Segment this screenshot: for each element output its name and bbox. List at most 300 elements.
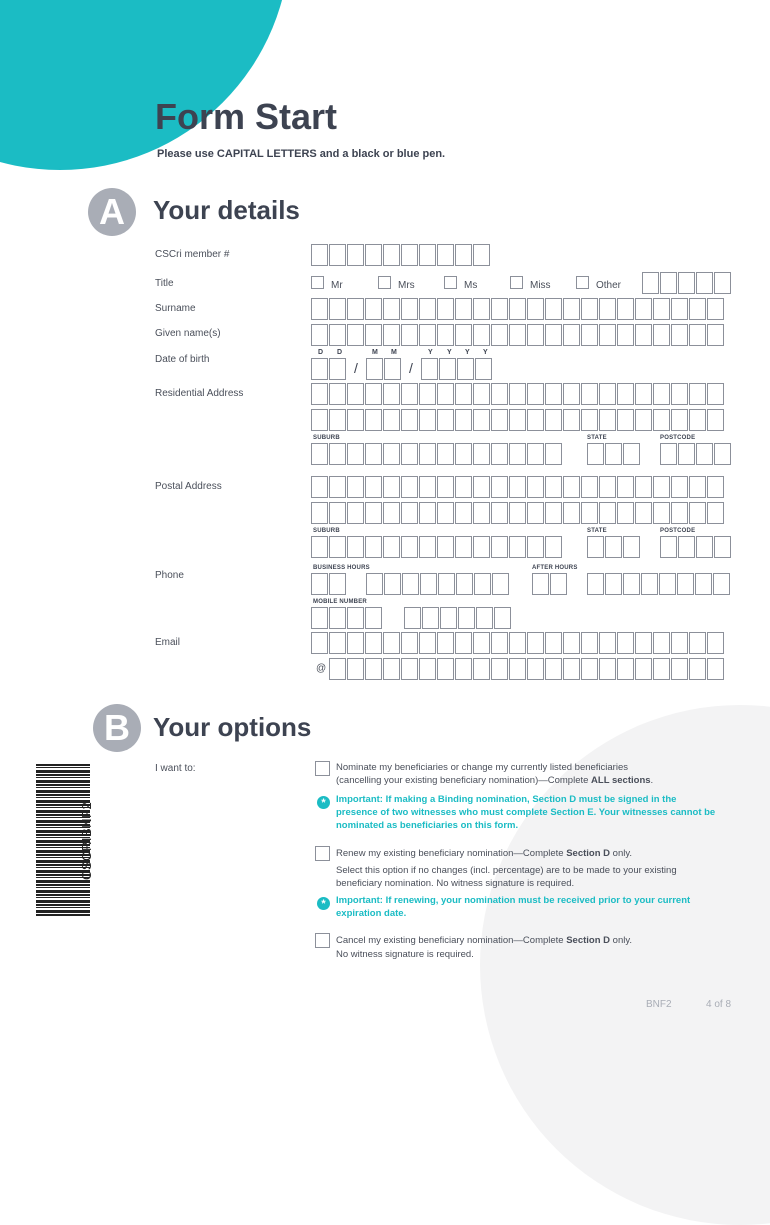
char-box[interactable] — [456, 573, 473, 595]
char-box[interactable] — [587, 536, 604, 558]
char-box[interactable] — [563, 502, 580, 524]
char-box[interactable] — [678, 536, 695, 558]
char-box[interactable] — [475, 358, 492, 380]
char-box[interactable] — [491, 324, 508, 346]
title-other-checkbox[interactable] — [576, 276, 589, 289]
char-box[interactable] — [491, 443, 508, 465]
char-box[interactable] — [635, 658, 652, 680]
char-box[interactable] — [678, 443, 695, 465]
char-box[interactable] — [347, 502, 364, 524]
char-box[interactable] — [365, 383, 382, 405]
char-box[interactable] — [347, 324, 364, 346]
char-box[interactable] — [311, 502, 328, 524]
char-box[interactable] — [563, 409, 580, 431]
dob-day-field[interactable] — [311, 358, 347, 380]
char-box[interactable] — [455, 632, 472, 654]
char-box[interactable] — [509, 476, 526, 498]
char-box[interactable] — [509, 658, 526, 680]
char-box[interactable] — [383, 476, 400, 498]
char-box[interactable] — [714, 272, 731, 294]
char-box[interactable] — [473, 502, 490, 524]
char-box[interactable] — [491, 476, 508, 498]
given-names-field[interactable] — [311, 324, 725, 346]
char-box[interactable] — [455, 536, 472, 558]
char-box[interactable] — [365, 607, 382, 629]
char-box[interactable] — [437, 632, 454, 654]
char-box[interactable] — [458, 607, 475, 629]
phone-business-number-field[interactable] — [366, 573, 510, 595]
residential-line2-field[interactable] — [311, 409, 725, 431]
char-box[interactable] — [365, 658, 382, 680]
char-box[interactable] — [653, 476, 670, 498]
char-box[interactable] — [491, 383, 508, 405]
email-line2-field[interactable] — [329, 658, 725, 680]
char-box[interactable] — [623, 443, 640, 465]
char-box[interactable] — [365, 409, 382, 431]
char-box[interactable] — [401, 443, 418, 465]
char-box[interactable] — [311, 244, 328, 266]
char-box[interactable] — [419, 536, 436, 558]
char-box[interactable] — [473, 632, 490, 654]
phone-after-area-field[interactable] — [532, 573, 568, 595]
char-box[interactable] — [509, 298, 526, 320]
title-miss-checkbox[interactable] — [510, 276, 523, 289]
char-box[interactable] — [527, 476, 544, 498]
char-box[interactable] — [401, 324, 418, 346]
char-box[interactable] — [587, 443, 604, 465]
char-box[interactable] — [347, 476, 364, 498]
char-box[interactable] — [563, 298, 580, 320]
char-box[interactable] — [707, 324, 724, 346]
surname-field[interactable] — [311, 298, 725, 320]
char-box[interactable] — [671, 409, 688, 431]
char-box[interactable] — [422, 607, 439, 629]
char-box[interactable] — [437, 298, 454, 320]
char-box[interactable] — [455, 298, 472, 320]
char-box[interactable] — [677, 573, 694, 595]
char-box[interactable] — [653, 298, 670, 320]
char-box[interactable] — [455, 502, 472, 524]
char-box[interactable] — [527, 502, 544, 524]
char-box[interactable] — [581, 383, 598, 405]
char-box[interactable] — [527, 443, 544, 465]
char-box[interactable] — [581, 409, 598, 431]
char-box[interactable] — [617, 324, 634, 346]
char-box[interactable] — [329, 632, 346, 654]
char-box[interactable] — [473, 409, 490, 431]
postal-suburb-field[interactable] — [311, 536, 563, 558]
char-box[interactable] — [599, 502, 616, 524]
char-box[interactable] — [545, 383, 562, 405]
char-box[interactable] — [311, 536, 328, 558]
char-box[interactable] — [383, 632, 400, 654]
residential-postcode-field[interactable] — [660, 443, 732, 465]
char-box[interactable] — [440, 607, 457, 629]
char-box[interactable] — [689, 658, 706, 680]
char-box[interactable] — [347, 409, 364, 431]
char-box[interactable] — [635, 409, 652, 431]
char-box[interactable] — [401, 409, 418, 431]
char-box[interactable] — [384, 358, 401, 380]
char-box[interactable] — [437, 658, 454, 680]
char-box[interactable] — [383, 383, 400, 405]
char-box[interactable] — [437, 409, 454, 431]
char-box[interactable] — [383, 658, 400, 680]
char-box[interactable] — [617, 502, 634, 524]
char-box[interactable] — [509, 536, 526, 558]
char-box[interactable] — [473, 443, 490, 465]
char-box[interactable] — [419, 632, 436, 654]
char-box[interactable] — [599, 658, 616, 680]
char-box[interactable] — [509, 443, 526, 465]
char-box[interactable] — [491, 658, 508, 680]
char-box[interactable] — [617, 632, 634, 654]
char-box[interactable] — [617, 298, 634, 320]
char-box[interactable] — [545, 476, 562, 498]
char-box[interactable] — [329, 298, 346, 320]
char-box[interactable] — [419, 476, 436, 498]
char-box[interactable] — [455, 443, 472, 465]
char-box[interactable] — [347, 658, 364, 680]
char-box[interactable] — [437, 244, 454, 266]
char-box[interactable] — [713, 573, 730, 595]
char-box[interactable] — [545, 409, 562, 431]
char-box[interactable] — [653, 632, 670, 654]
char-box[interactable] — [437, 324, 454, 346]
char-box[interactable] — [671, 658, 688, 680]
char-box[interactable] — [671, 632, 688, 654]
char-box[interactable] — [329, 383, 346, 405]
char-box[interactable] — [696, 536, 713, 558]
char-box[interactable] — [545, 298, 562, 320]
char-box[interactable] — [563, 476, 580, 498]
char-box[interactable] — [587, 573, 604, 595]
char-box[interactable] — [527, 298, 544, 320]
char-box[interactable] — [419, 383, 436, 405]
char-box[interactable] — [623, 573, 640, 595]
char-box[interactable] — [329, 502, 346, 524]
postal-state-field[interactable] — [587, 536, 641, 558]
char-box[interactable] — [527, 632, 544, 654]
char-box[interactable] — [653, 409, 670, 431]
char-box[interactable] — [545, 658, 562, 680]
char-box[interactable] — [671, 476, 688, 498]
char-box[interactable] — [545, 536, 562, 558]
char-box[interactable] — [491, 409, 508, 431]
char-box[interactable] — [653, 658, 670, 680]
char-box[interactable] — [509, 409, 526, 431]
char-box[interactable] — [311, 476, 328, 498]
postal-line2-field[interactable] — [311, 502, 725, 524]
char-box[interactable] — [457, 358, 474, 380]
char-box[interactable] — [635, 324, 652, 346]
char-box[interactable] — [311, 573, 328, 595]
postal-postcode-field[interactable] — [660, 536, 732, 558]
char-box[interactable] — [311, 607, 328, 629]
char-box[interactable] — [419, 502, 436, 524]
char-box[interactable] — [474, 573, 491, 595]
char-box[interactable] — [347, 632, 364, 654]
char-box[interactable] — [527, 536, 544, 558]
char-box[interactable] — [329, 443, 346, 465]
char-box[interactable] — [689, 409, 706, 431]
char-box[interactable] — [383, 298, 400, 320]
char-box[interactable] — [563, 632, 580, 654]
char-box[interactable] — [476, 607, 493, 629]
char-box[interactable] — [365, 324, 382, 346]
char-box[interactable] — [642, 272, 659, 294]
char-box[interactable] — [401, 632, 418, 654]
char-box[interactable] — [527, 658, 544, 680]
char-box[interactable] — [365, 298, 382, 320]
option-nominate-checkbox[interactable] — [315, 761, 330, 776]
char-box[interactable] — [707, 658, 724, 680]
char-box[interactable] — [563, 324, 580, 346]
char-box[interactable] — [563, 383, 580, 405]
char-box[interactable] — [455, 658, 472, 680]
char-box[interactable] — [599, 632, 616, 654]
char-box[interactable] — [437, 443, 454, 465]
char-box[interactable] — [660, 443, 677, 465]
char-box[interactable] — [605, 443, 622, 465]
char-box[interactable] — [311, 358, 328, 380]
char-box[interactable] — [401, 502, 418, 524]
char-box[interactable] — [689, 324, 706, 346]
char-box[interactable] — [509, 502, 526, 524]
char-box[interactable] — [581, 298, 598, 320]
char-box[interactable] — [329, 658, 346, 680]
char-box[interactable] — [509, 632, 526, 654]
char-box[interactable] — [678, 272, 695, 294]
char-box[interactable] — [473, 536, 490, 558]
char-box[interactable] — [383, 443, 400, 465]
char-box[interactable] — [581, 658, 598, 680]
char-box[interactable] — [401, 536, 418, 558]
char-box[interactable] — [707, 632, 724, 654]
char-box[interactable] — [329, 607, 346, 629]
char-box[interactable] — [599, 298, 616, 320]
char-box[interactable] — [635, 476, 652, 498]
char-box[interactable] — [707, 383, 724, 405]
dob-month-field[interactable] — [366, 358, 402, 380]
char-box[interactable] — [494, 607, 511, 629]
char-box[interactable] — [329, 324, 346, 346]
char-box[interactable] — [599, 383, 616, 405]
char-box[interactable] — [438, 573, 455, 595]
title-ms-checkbox[interactable] — [444, 276, 457, 289]
char-box[interactable] — [383, 244, 400, 266]
char-box[interactable] — [545, 502, 562, 524]
char-box[interactable] — [437, 502, 454, 524]
char-box[interactable] — [401, 244, 418, 266]
char-box[interactable] — [707, 502, 724, 524]
char-box[interactable] — [419, 409, 436, 431]
char-box[interactable] — [653, 502, 670, 524]
char-box[interactable] — [473, 658, 490, 680]
char-box[interactable] — [419, 298, 436, 320]
title-mr-checkbox[interactable] — [311, 276, 324, 289]
char-box[interactable] — [473, 383, 490, 405]
char-box[interactable] — [401, 476, 418, 498]
char-box[interactable] — [437, 383, 454, 405]
phone-business-area-field[interactable] — [311, 573, 347, 595]
char-box[interactable] — [605, 573, 622, 595]
char-box[interactable] — [455, 476, 472, 498]
char-box[interactable] — [689, 298, 706, 320]
char-box[interactable] — [329, 536, 346, 558]
char-box[interactable] — [365, 632, 382, 654]
char-box[interactable] — [653, 324, 670, 346]
char-box[interactable] — [311, 298, 328, 320]
char-box[interactable] — [660, 536, 677, 558]
char-box[interactable] — [419, 324, 436, 346]
option-cancel-checkbox[interactable] — [315, 933, 330, 948]
char-box[interactable] — [366, 358, 383, 380]
char-box[interactable] — [617, 383, 634, 405]
char-box[interactable] — [707, 298, 724, 320]
char-box[interactable] — [401, 383, 418, 405]
char-box[interactable] — [347, 298, 364, 320]
char-box[interactable] — [439, 358, 456, 380]
char-box[interactable] — [347, 607, 364, 629]
char-box[interactable] — [347, 383, 364, 405]
char-box[interactable] — [635, 298, 652, 320]
char-box[interactable] — [491, 502, 508, 524]
char-box[interactable] — [635, 502, 652, 524]
char-box[interactable] — [437, 476, 454, 498]
char-box[interactable] — [419, 658, 436, 680]
char-box[interactable] — [329, 244, 346, 266]
char-box[interactable] — [329, 573, 346, 595]
char-box[interactable] — [311, 383, 328, 405]
char-box[interactable] — [714, 443, 731, 465]
mobile-prefix-field[interactable] — [311, 607, 383, 629]
char-box[interactable] — [311, 409, 328, 431]
char-box[interactable] — [689, 632, 706, 654]
char-box[interactable] — [623, 536, 640, 558]
title-mrs-checkbox[interactable] — [378, 276, 391, 289]
char-box[interactable] — [617, 658, 634, 680]
char-box[interactable] — [509, 324, 526, 346]
char-box[interactable] — [365, 443, 382, 465]
char-box[interactable] — [653, 383, 670, 405]
residential-state-field[interactable] — [587, 443, 641, 465]
char-box[interactable] — [563, 658, 580, 680]
char-box[interactable] — [401, 658, 418, 680]
char-box[interactable] — [311, 632, 328, 654]
char-box[interactable] — [545, 632, 562, 654]
char-box[interactable] — [696, 272, 713, 294]
char-box[interactable] — [707, 476, 724, 498]
char-box[interactable] — [455, 324, 472, 346]
char-box[interactable] — [384, 573, 401, 595]
char-box[interactable] — [696, 443, 713, 465]
char-box[interactable] — [695, 573, 712, 595]
char-box[interactable] — [365, 502, 382, 524]
char-box[interactable] — [383, 536, 400, 558]
char-box[interactable] — [383, 409, 400, 431]
char-box[interactable] — [599, 409, 616, 431]
phone-after-number-field[interactable] — [587, 573, 731, 595]
char-box[interactable] — [491, 632, 508, 654]
char-box[interactable] — [671, 502, 688, 524]
char-box[interactable] — [437, 536, 454, 558]
char-box[interactable] — [491, 298, 508, 320]
char-box[interactable] — [660, 272, 677, 294]
char-box[interactable] — [527, 383, 544, 405]
char-box[interactable] — [402, 573, 419, 595]
char-box[interactable] — [491, 536, 508, 558]
char-box[interactable] — [401, 298, 418, 320]
char-box[interactable] — [329, 476, 346, 498]
char-box[interactable] — [527, 324, 544, 346]
char-box[interactable] — [473, 244, 490, 266]
char-box[interactable] — [550, 573, 567, 595]
char-box[interactable] — [492, 573, 509, 595]
char-box[interactable] — [455, 409, 472, 431]
char-box[interactable] — [383, 502, 400, 524]
char-box[interactable] — [581, 476, 598, 498]
mobile-number-field[interactable] — [404, 607, 512, 629]
char-box[interactable] — [311, 443, 328, 465]
char-box[interactable] — [366, 573, 383, 595]
residential-suburb-field[interactable] — [311, 443, 563, 465]
char-box[interactable] — [599, 476, 616, 498]
residential-line1-field[interactable] — [311, 383, 725, 405]
char-box[interactable] — [635, 632, 652, 654]
char-box[interactable] — [545, 443, 562, 465]
char-box[interactable] — [545, 324, 562, 346]
char-box[interactable] — [671, 383, 688, 405]
char-box[interactable] — [581, 632, 598, 654]
char-box[interactable] — [617, 409, 634, 431]
char-box[interactable] — [671, 298, 688, 320]
char-box[interactable] — [689, 383, 706, 405]
char-box[interactable] — [527, 409, 544, 431]
char-box[interactable] — [329, 358, 346, 380]
char-box[interactable] — [599, 324, 616, 346]
char-box[interactable] — [420, 573, 437, 595]
char-box[interactable] — [419, 244, 436, 266]
dob-year-field[interactable] — [421, 358, 493, 380]
option-renew-checkbox[interactable] — [315, 846, 330, 861]
char-box[interactable] — [329, 409, 346, 431]
char-box[interactable] — [365, 476, 382, 498]
char-box[interactable] — [347, 443, 364, 465]
char-box[interactable] — [689, 476, 706, 498]
char-box[interactable] — [404, 607, 421, 629]
title-other-field[interactable] — [642, 272, 732, 294]
char-box[interactable] — [714, 536, 731, 558]
char-box[interactable] — [347, 536, 364, 558]
char-box[interactable] — [473, 298, 490, 320]
char-box[interactable] — [509, 383, 526, 405]
char-box[interactable] — [365, 536, 382, 558]
char-box[interactable] — [659, 573, 676, 595]
char-box[interactable] — [617, 476, 634, 498]
postal-line1-field[interactable] — [311, 476, 725, 498]
char-box[interactable] — [455, 244, 472, 266]
char-box[interactable] — [421, 358, 438, 380]
member-number-field[interactable] — [311, 244, 491, 266]
char-box[interactable] — [707, 409, 724, 431]
char-box[interactable] — [605, 536, 622, 558]
char-box[interactable] — [347, 244, 364, 266]
char-box[interactable] — [689, 502, 706, 524]
char-box[interactable] — [532, 573, 549, 595]
char-box[interactable] — [473, 476, 490, 498]
char-box[interactable] — [365, 244, 382, 266]
